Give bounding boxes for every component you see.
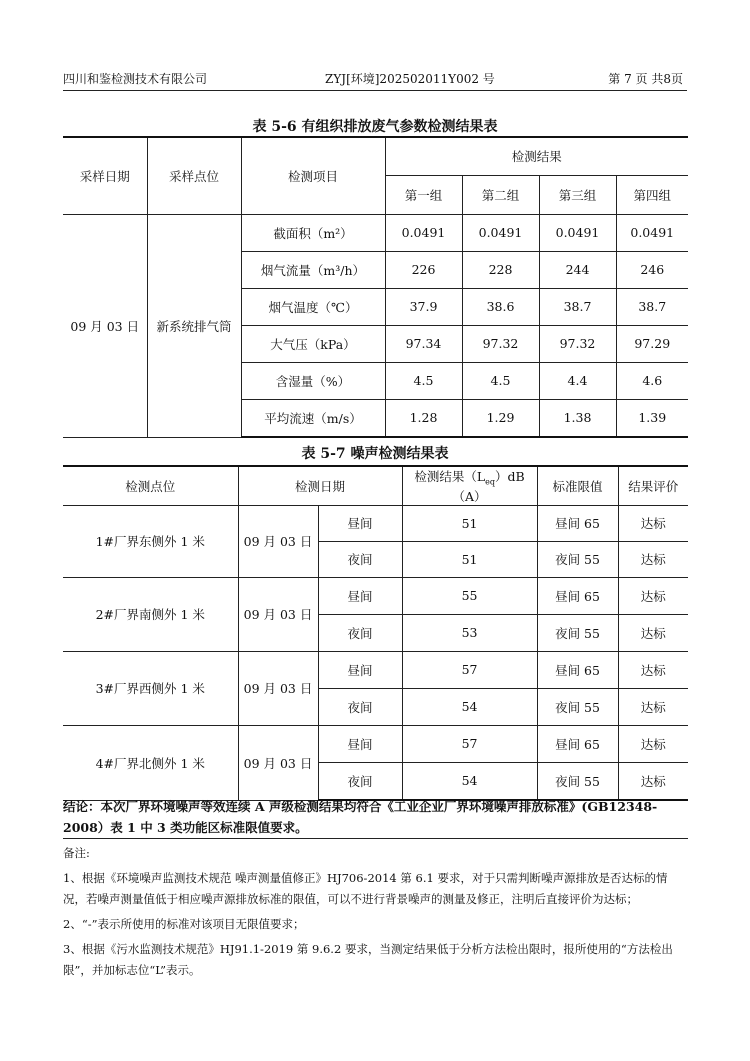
table57-caption: 表 5-7 噪声检测结果表 [301,446,449,462]
value-cell: 38.7 [616,288,688,325]
head-sampling-point: 采样点位 [147,137,241,214]
noise-date-cell: 09 月 03 日 [238,725,318,800]
period-cell: 夜间 [318,762,402,800]
item-atmospheric-pressure: 大气压（kPa） [241,325,385,362]
exhaust-parameters-table [63,136,688,438]
noise-point-2: 2#厂界南侧外 1 米 [63,577,238,651]
sampling-date-cell: 09 月 03 日 [63,214,147,437]
limit-cell: 昼间 65 [537,725,618,762]
head-test-point: 检测点位 [63,466,238,505]
value-cell: 38.6 [462,288,539,325]
limit-cell: 夜间 55 [537,541,618,577]
value-cell: 4.5 [385,362,462,399]
noise-value-cell: 54 [402,688,537,725]
value-cell: 1.38 [539,399,616,437]
item-average-flow-velocity: 平均流速（m/s） [241,399,385,437]
head-test-result: 检测结果$(L_{eq})dB(A)$ [402,466,537,505]
value-cell: 226 [385,251,462,288]
noise-point-4: 4#厂界北侧外 1 米 [63,725,238,800]
period-cell: 夜间 [318,614,402,651]
item-flue-gas-temperature: 烟气温度（℃） [241,288,385,325]
head-sampling-date: 采样日期 [63,137,147,214]
value-cell: 4.6 [616,362,688,399]
limit-cell: 夜间 55 [537,614,618,651]
value-cell: 4.4 [539,362,616,399]
value-cell: 4.5 [462,362,539,399]
noise-date-cell: 09 月 03 日 [238,651,318,725]
period-cell: 昼间 [318,725,402,762]
noise-date-cell: 09 月 03 日 [238,505,318,577]
note-item: 2、“-”表示所使用的标准对该项目无限值要求； [63,917,305,931]
evaluation-cell: 达标 [618,541,688,577]
value-cell: 0.0491 [385,214,462,251]
noise-value-cell: 51 [402,541,537,577]
noise-value-cell: 57 [402,725,537,762]
value-cell: 1.28 [385,399,462,437]
item-moisture-content: 含湿量（%） [241,362,385,399]
period-cell: 昼间 [318,577,402,614]
value-cell: 0.0491 [539,214,616,251]
sampling-point-cell: 新系统排气筒 [147,214,241,437]
head-test-date: 检测日期 [238,466,402,505]
value-cell: 37.9 [385,288,462,325]
noise-value-cell: 55 [402,577,537,614]
head-test-results: 检测结果 [385,137,688,175]
noise-value-cell: 57 [402,651,537,688]
value-cell: 244 [539,251,616,288]
evaluation-cell: 达标 [618,577,688,614]
period-cell: 昼间 [318,651,402,688]
noise-results-table [63,465,688,801]
value-cell: 0.0491 [616,214,688,251]
limit-cell: 昼间 65 [537,651,618,688]
conclusion-text: 结论：本次厂界环境噪声等效连续 A 声级检测结果均符合《工业企业厂界环境噪声排放标准》(GB12348-2008）表 1 中 3 类功能区标准限值要求。 [63,799,658,835]
notes-section [63,838,688,985]
head-standard-limit: 标准限值 [537,466,618,505]
limit-cell: 昼间 65 [537,505,618,541]
company-name: 四川和鉴检测技术有限公司 [63,72,208,86]
limit-cell: 夜间 55 [537,688,618,725]
value-cell: 97.32 [539,325,616,362]
head-group-1: 第一组 [385,175,462,214]
value-cell: 246 [616,251,688,288]
period-cell: 夜间 [318,688,402,725]
noise-point-1: 1#厂界东侧外 1 米 [63,505,238,577]
noise-value-cell: 54 [402,762,537,800]
evaluation-cell: 达标 [618,505,688,541]
noise-value-cell: 53 [402,614,537,651]
value-cell: 97.34 [385,325,462,362]
evaluation-cell: 达标 [618,651,688,688]
evaluation-cell: 达标 [618,688,688,725]
value-cell: 38.7 [539,288,616,325]
note-item: 1、根据《环境噪声监测技术规范 噪声测量值修正》HJ706-2014 第 6.1 要求，对于只需判断噪声源排放是否达标的情况，若噪声测量值低于相应噪声源排放标准的限值，可以不进行背景噪声的测量及修正，注明后直接评价为达标； [63,871,668,906]
report-number: ZYJ[环境]202502011Y002 号 [325,72,495,86]
evaluation-cell: 达标 [618,762,688,800]
noise-value-cell: 51 [402,505,537,541]
noise-point-3: 3#厂界西侧外 1 米 [63,651,238,725]
value-cell: 1.29 [462,399,539,437]
noise-date-cell: 09 月 03 日 [238,577,318,651]
value-cell: 228 [462,251,539,288]
limit-cell: 昼间 65 [537,577,618,614]
page-number: 第 7 页 共8页 [608,72,683,86]
period-cell: 昼间 [318,505,402,541]
page-header [63,68,687,91]
evaluation-cell: 达标 [618,725,688,762]
head-group-4: 第四组 [616,175,688,214]
head-test-item: 检测项目 [241,137,385,214]
note-item: 3、根据《污水监测技术规范》HJ91.1-2019 第 9.6.2 要求，当测定结果低于分析方法检出限时，报所使用的“方法检出限”，并加标志位“L”表示。 [63,942,673,977]
value-cell: 0.0491 [462,214,539,251]
item-cross-section: 截面积（m²） [241,214,385,251]
limit-cell: 夜间 55 [537,762,618,800]
value-cell: 97.29 [616,325,688,362]
value-cell: 97.32 [462,325,539,362]
value-cell: 1.39 [616,399,688,437]
table56-caption: 表 5-6 有组织排放废气参数检测结果表 [252,119,498,135]
item-flue-gas-flow: 烟气流量（m³/h） [241,251,385,288]
notes-title: 备注: [63,846,90,860]
period-cell: 夜间 [318,541,402,577]
head-evaluation: 结果评价 [618,466,688,505]
head-group-3: 第三组 [539,175,616,214]
evaluation-cell: 达标 [618,614,688,651]
head-group-2: 第二组 [462,175,539,214]
